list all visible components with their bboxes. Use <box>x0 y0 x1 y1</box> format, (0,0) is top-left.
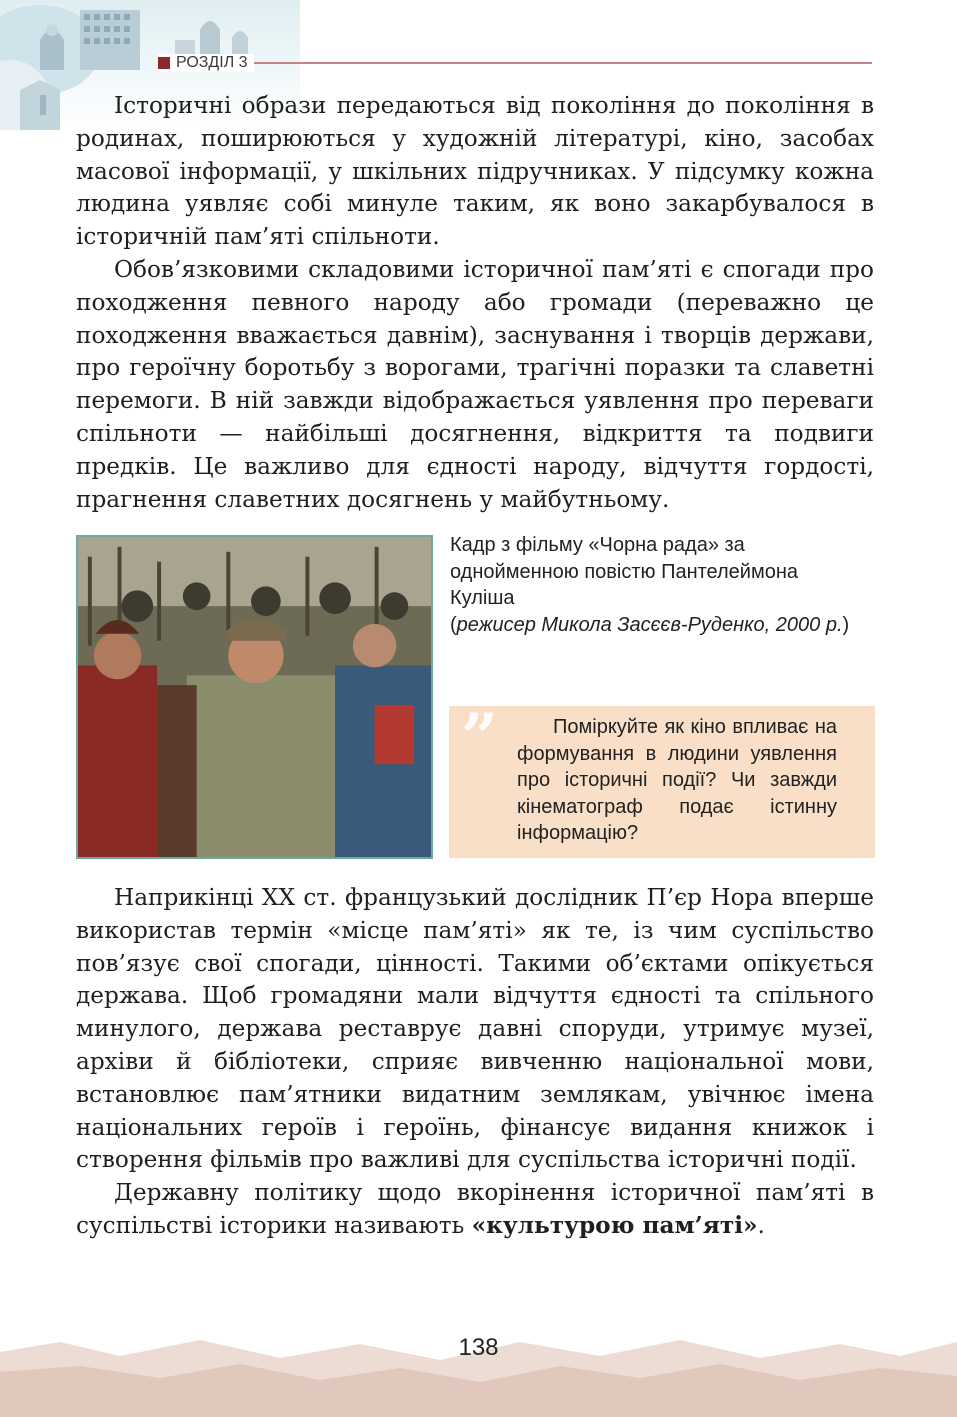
page-number: 138 <box>458 1334 499 1361</box>
caption-open-paren: ( <box>450 613 457 636</box>
chapter-label <box>158 54 254 72</box>
question-box <box>449 700 875 892</box>
caption-close-paren: ) <box>842 613 850 636</box>
question-text <box>517 714 837 847</box>
header-rule <box>160 62 872 64</box>
quote-close-icon: ” <box>832 817 869 892</box>
body-text-top <box>76 90 874 516</box>
paragraph-culture-of-memory <box>76 1177 874 1243</box>
caption-director: режисер Микола Засєєв-Руденко, 2000 р. <box>456 613 843 636</box>
question-paragraph: Поміркуйте як кіно впливає на формування в людини уявлення про історичні події? Чи завжди кінематограф подає істинну інформацію? <box>517 716 837 844</box>
paragraph: Історичні образи передаються від покоління до покоління в родинах, поширюються у художній літературі, кіно, засобах масової інформації, у шкільних підручниках. У підсумку кожна людина уявляє собі минуле таким, як воно закарбувалося в історичній пам’яті спільноти. <box>76 92 874 251</box>
film-still-photo <box>76 535 433 859</box>
paragraph-lead: Державну політику щодо вкорінення історичної пам’яті в суспільстві історики називають <box>76 1179 874 1239</box>
figure-caption <box>450 532 860 638</box>
culture-of-memory-term: «культурою пам’яті» <box>471 1211 758 1239</box>
chapter-title: РОЗДІЛ 3 <box>176 54 248 71</box>
body-text-bottom <box>76 882 874 1243</box>
quote-open-icon: ” <box>461 700 498 775</box>
paragraph: Наприкінці XX ст. французький дослідник П’єр Нора вперше використав термін «місце пам’яті» як те, із чим суспільство пов’язує свої спогади, цінності. Такими об’єктами опікується держава. Щоб громадяни мали відчуття єдності та спільного минулого, держава реставрує давні споруди, утримує музеї, архіви й бібліотеки, сприяє вивченню національної мови, встановлює пам’ятники видатним землякам, увічнює імена національних героїв і героїнь, фінансує видання книжок і створення фільмів про важливі для суспільства історичні події. <box>76 884 874 1174</box>
caption-text: Кадр з фільму «Чорна рада» за однойменною повістю Пантелеймона Куліша <box>450 534 799 609</box>
paragraph: Обов’язковими складовими історичної пам’яті є спогади про походження певного народу або громади (переважно це походження вважається давнім), заснування і творців держави, про героїчну боротьбу з ворогами, трагічні поразки та славетні перемоги. В ній завжди відображається уявлення про переваги спільноти — найбільші досягнення, відкриття та подвиги предків. Це важливо для єдності народу, відчуття гордості, прагнення славетних досягнень у майбутньому. <box>76 255 874 513</box>
chapter-marker-icon <box>158 57 170 69</box>
paragraph-tail: . <box>757 1211 765 1239</box>
